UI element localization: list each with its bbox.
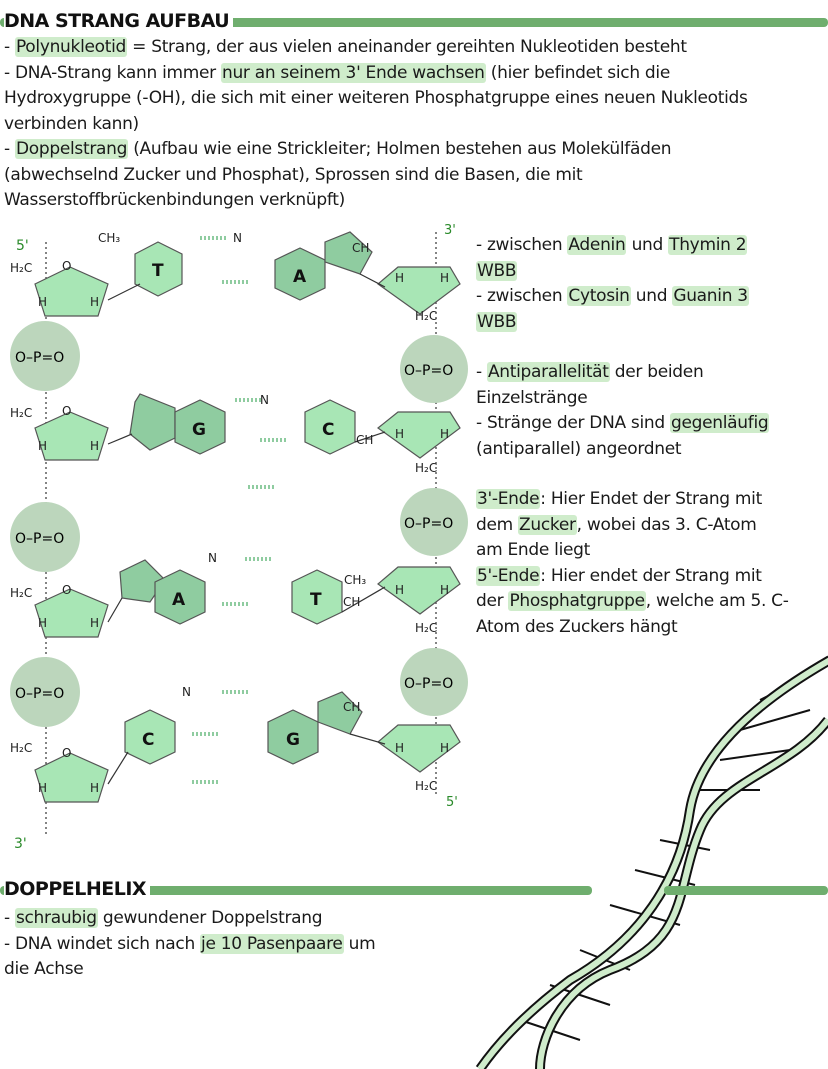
phosphate-label: O–P=O: [15, 350, 65, 366]
phosphate-label: O–P=O: [404, 363, 454, 379]
note-line: am Ende liegt: [476, 540, 591, 560]
base-cytosine: C: [322, 420, 335, 440]
highlight: Phosphatgruppe: [509, 591, 645, 611]
phosphate-label: O–P=O: [404, 516, 454, 532]
dna-structure-diagram: [0, 222, 472, 862]
note-line: [476, 233, 821, 259]
atom-label: H: [440, 271, 450, 285]
atom-label: O: [62, 746, 72, 760]
note-line: [476, 360, 821, 386]
atom-label: CH: [343, 595, 361, 609]
text: : Hier Endet der Strang mit: [540, 489, 762, 509]
text: -: [4, 139, 15, 159]
text: - DNA-Strang kann immer: [4, 62, 221, 83]
atom-label: H: [440, 741, 450, 755]
base-ring: [130, 394, 175, 450]
text-line: [4, 61, 670, 87]
base-cytosine: C: [142, 730, 155, 750]
note-line: [476, 411, 821, 437]
five-prime-label: 5': [446, 795, 458, 810]
highlight: gegenläufig: [670, 413, 769, 433]
highlight: Adenin: [568, 235, 626, 255]
highlight: Antiparallelität: [487, 362, 609, 382]
highlight: Cytosin: [568, 286, 630, 306]
bond: [108, 434, 132, 444]
text-line: verbinden kann): [4, 113, 139, 134]
text: und: [630, 286, 673, 306]
text: : Hier endet der Strang mit: [540, 565, 762, 586]
note-line: Atom des Zuckers hängt: [476, 616, 678, 637]
text: (hier befindet sich die: [485, 62, 670, 83]
text: - DNA windet sich nach: [4, 933, 201, 954]
atom-label: H₂C: [415, 779, 438, 793]
note-line: (antiparallel) angeordnet: [476, 438, 682, 459]
atom-label: H₂C: [10, 406, 33, 420]
text-line: [4, 137, 671, 163]
highlight: Polynukleotid: [15, 37, 127, 57]
text-line: Hydroxygruppe (-OH), die sich mit einer weiteren Phosphatgruppe eines neuen Nukleotids: [4, 88, 748, 108]
section-header-structure: [0, 10, 828, 36]
three-prime-label: 3': [14, 836, 27, 852]
text-line: (abwechselnd Zucker und Phosphat), Sprossen sind die Basen, die mit: [4, 164, 583, 185]
spacer: [476, 335, 821, 360]
base-adenine: A: [293, 267, 307, 287]
text: um: [343, 933, 376, 954]
text-line: [4, 906, 322, 932]
highlight: Guanin 3: [673, 286, 748, 306]
note-line: [476, 259, 821, 285]
atom-label: H₂C: [10, 741, 33, 755]
text: , welche am 5. C-: [645, 591, 789, 611]
spacer: [476, 462, 821, 487]
note-line: [476, 310, 821, 336]
bond: [108, 752, 128, 784]
atom-label: N: [260, 393, 269, 407]
text-line: [4, 932, 375, 958]
atom-label: CH: [343, 700, 361, 714]
header-bar: [664, 886, 828, 895]
base-thymine: T: [152, 261, 164, 281]
phosphate-label: O–P=O: [15, 531, 65, 547]
section-title: DOPPELHELIX: [4, 878, 150, 900]
base-guanine: G: [286, 730, 300, 750]
highlight: WBB: [477, 260, 517, 281]
text: gewundener Doppelstrang: [97, 908, 323, 928]
text: -: [4, 908, 15, 928]
bond: [108, 284, 140, 300]
atom-label: H: [90, 616, 100, 630]
phosphate-label: O–P=O: [15, 686, 65, 702]
bond: [108, 598, 122, 622]
text: und: [626, 235, 669, 255]
notes-column: [476, 233, 821, 640]
note-line: [476, 513, 821, 539]
text: - Stränge der DNA sind: [476, 413, 670, 433]
section-title: DNA STRANG AUFBAU: [4, 10, 233, 32]
atom-label: H: [90, 781, 100, 795]
atom-label: H₂C: [415, 309, 438, 323]
atom-label: O: [62, 404, 72, 418]
atom-label: H: [90, 439, 100, 453]
note-line: [476, 564, 821, 590]
atom-label: H: [395, 583, 405, 597]
highlight: WBB: [477, 311, 517, 332]
atom-label: H: [395, 741, 405, 755]
atom-label: H₂C: [10, 586, 33, 600]
atom-label: CH₃: [98, 231, 121, 245]
atom-label: CH: [352, 241, 370, 255]
highlight: 5'-Ende: [477, 565, 540, 586]
text: -: [4, 37, 15, 57]
atom-label: H: [38, 616, 48, 630]
bond: [350, 734, 385, 744]
text: der: [476, 591, 509, 611]
three-prime-label: 3': [444, 223, 456, 238]
text: -: [476, 362, 487, 382]
atom-label: H: [90, 295, 100, 309]
atom-label: H₂C: [10, 261, 33, 275]
note-line: [476, 284, 821, 310]
text: - zwischen: [476, 286, 568, 306]
atom-label: H: [395, 271, 405, 285]
atom-label: H: [440, 583, 450, 597]
highlight: Thymin 2: [669, 235, 747, 255]
highlight: Zucker: [519, 514, 576, 535]
helix-strand-fill: [480, 660, 828, 1069]
text: der beiden: [609, 362, 704, 382]
atom-label: N: [208, 551, 217, 565]
atom-label: CH₃: [344, 573, 367, 587]
note-line: Einzelstränge: [476, 387, 588, 408]
text: (Aufbau wie eine Strickleiter; Holmen bestehen aus Molekülfäden: [128, 139, 672, 159]
highlight: schraubig: [15, 908, 97, 928]
base-adenine: A: [172, 590, 186, 610]
atom-label: H₂C: [415, 621, 438, 635]
atom-label: H: [38, 295, 48, 309]
base-guanine: G: [192, 420, 206, 440]
highlight: nur an seinem 3' Ende wachsen: [221, 62, 485, 83]
atom-label: N: [182, 685, 191, 699]
note-line: [476, 589, 821, 615]
highlight: 3'-Ende: [477, 489, 540, 509]
atom-label: O: [62, 259, 72, 273]
text-line: [4, 35, 687, 61]
phosphate-label: O–P=O: [404, 676, 454, 692]
highlight: je 10 Pasenpaare: [201, 933, 343, 954]
text-line: Wasserstoffbrückenbindungen verknüpft): [4, 190, 345, 210]
atom-label: H: [440, 427, 450, 441]
text-line: die Achse: [4, 959, 84, 979]
text: - zwischen: [476, 235, 568, 255]
atom-label: O: [62, 583, 72, 597]
atom-label: H: [38, 439, 48, 453]
atom-label: H: [38, 781, 48, 795]
double-helix-illustration: [460, 640, 828, 1069]
text: = Strang, der aus vielen aneinander gereihten Nukleotiden besteht: [127, 37, 687, 57]
atom-label: H₂C: [415, 461, 438, 475]
atom-label: N: [233, 231, 242, 245]
five-prime-label: 5': [16, 238, 29, 254]
highlight: Doppelstrang: [15, 139, 128, 159]
text: dem: [476, 514, 519, 535]
atom-label: CH: [356, 433, 374, 447]
note-line: [476, 487, 821, 513]
base-thymine: T: [310, 590, 322, 610]
text: , wobei das 3. C-Atom: [576, 514, 757, 535]
atom-label: H: [395, 427, 405, 441]
